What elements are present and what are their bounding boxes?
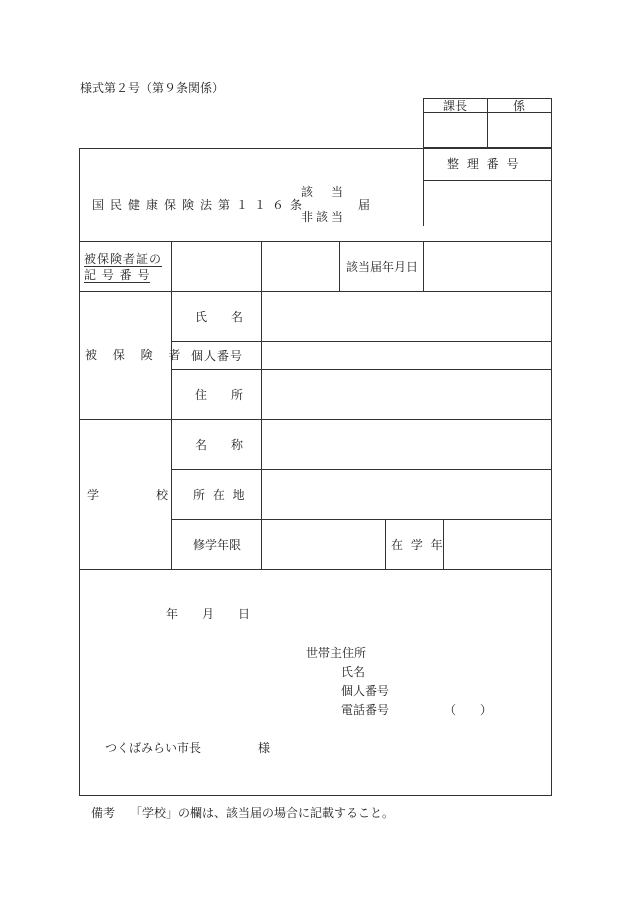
insurance-card-number-field[interactable] <box>262 242 338 291</box>
insurance-card-label-line1: 被保険者証の <box>84 252 163 266</box>
insured-name-field[interactable] <box>262 292 551 341</box>
submission-date: 年 月 日 <box>166 607 251 621</box>
law-article-title: 国民健康保険法第１１６条 <box>92 198 309 212</box>
school-name-label: 名 称 <box>195 438 244 452</box>
insured-address-label: 住 所 <box>195 388 244 402</box>
householder-address-label: 世帯主住所 <box>306 646 367 660</box>
school-term-label: 修学年限 <box>193 538 242 552</box>
seiri-bango-field[interactable] <box>424 181 551 225</box>
phone-field[interactable] <box>394 701 544 717</box>
school-section-label-left: 学 <box>87 488 100 502</box>
gaito-date-field[interactable] <box>424 242 551 291</box>
school-name-field[interactable] <box>262 420 551 468</box>
option-higaito: 非該当 <box>301 210 347 224</box>
kacho-label: 課長 <box>443 99 468 113</box>
householder-name-field[interactable] <box>372 663 544 679</box>
school-grade-field[interactable] <box>444 520 551 569</box>
sama-label: 様 <box>258 741 271 755</box>
addressee-label: つくばみらい市長 <box>105 741 202 755</box>
householder-address-field[interactable] <box>372 644 544 660</box>
insured-address-field[interactable] <box>262 370 551 418</box>
school-location-label: 所 在 地 <box>193 488 247 502</box>
school-location-field[interactable] <box>262 470 551 518</box>
insured-section-label: 被 保 険 者 <box>85 348 187 362</box>
householder-my-number-label: 個人番号 <box>341 684 390 698</box>
todoke-label: 届 <box>358 198 371 212</box>
kakari-label: 係 <box>513 99 526 113</box>
school-section-label-right: 校 <box>156 488 169 502</box>
insurance-card-label-line2: 記 号 番 号 <box>84 268 151 282</box>
kakari-stamp-field[interactable] <box>488 113 551 147</box>
option-gaito: 該 当 <box>301 185 347 199</box>
insurance-card-symbol-field[interactable] <box>172 242 260 291</box>
phone-label: 電話番号 <box>341 703 390 717</box>
gaito-date-label: 該当届年月日 <box>346 260 419 274</box>
insured-my-number-label: 個人番号 <box>191 349 244 363</box>
phone-area-code-parens: （ ） <box>444 703 493 717</box>
seiri-bango-label: 整 理 番 号 <box>447 157 521 171</box>
note-text: 「学校」の欄は、該当届の場合に記載すること。 <box>130 806 395 820</box>
insured-name-label: 氏 名 <box>195 310 244 324</box>
insured-my-number-field[interactable] <box>262 342 551 368</box>
note-label: 備考 <box>91 806 116 820</box>
householder-my-number-field[interactable] <box>394 682 544 698</box>
form-number-header: 様式第２号（第９条関係） <box>80 81 225 95</box>
kacho-stamp-field[interactable] <box>424 113 486 147</box>
school-term-field[interactable] <box>262 520 384 569</box>
householder-name-label: 氏名 <box>341 665 366 679</box>
school-grade-label: 在 学 年 <box>391 538 445 552</box>
